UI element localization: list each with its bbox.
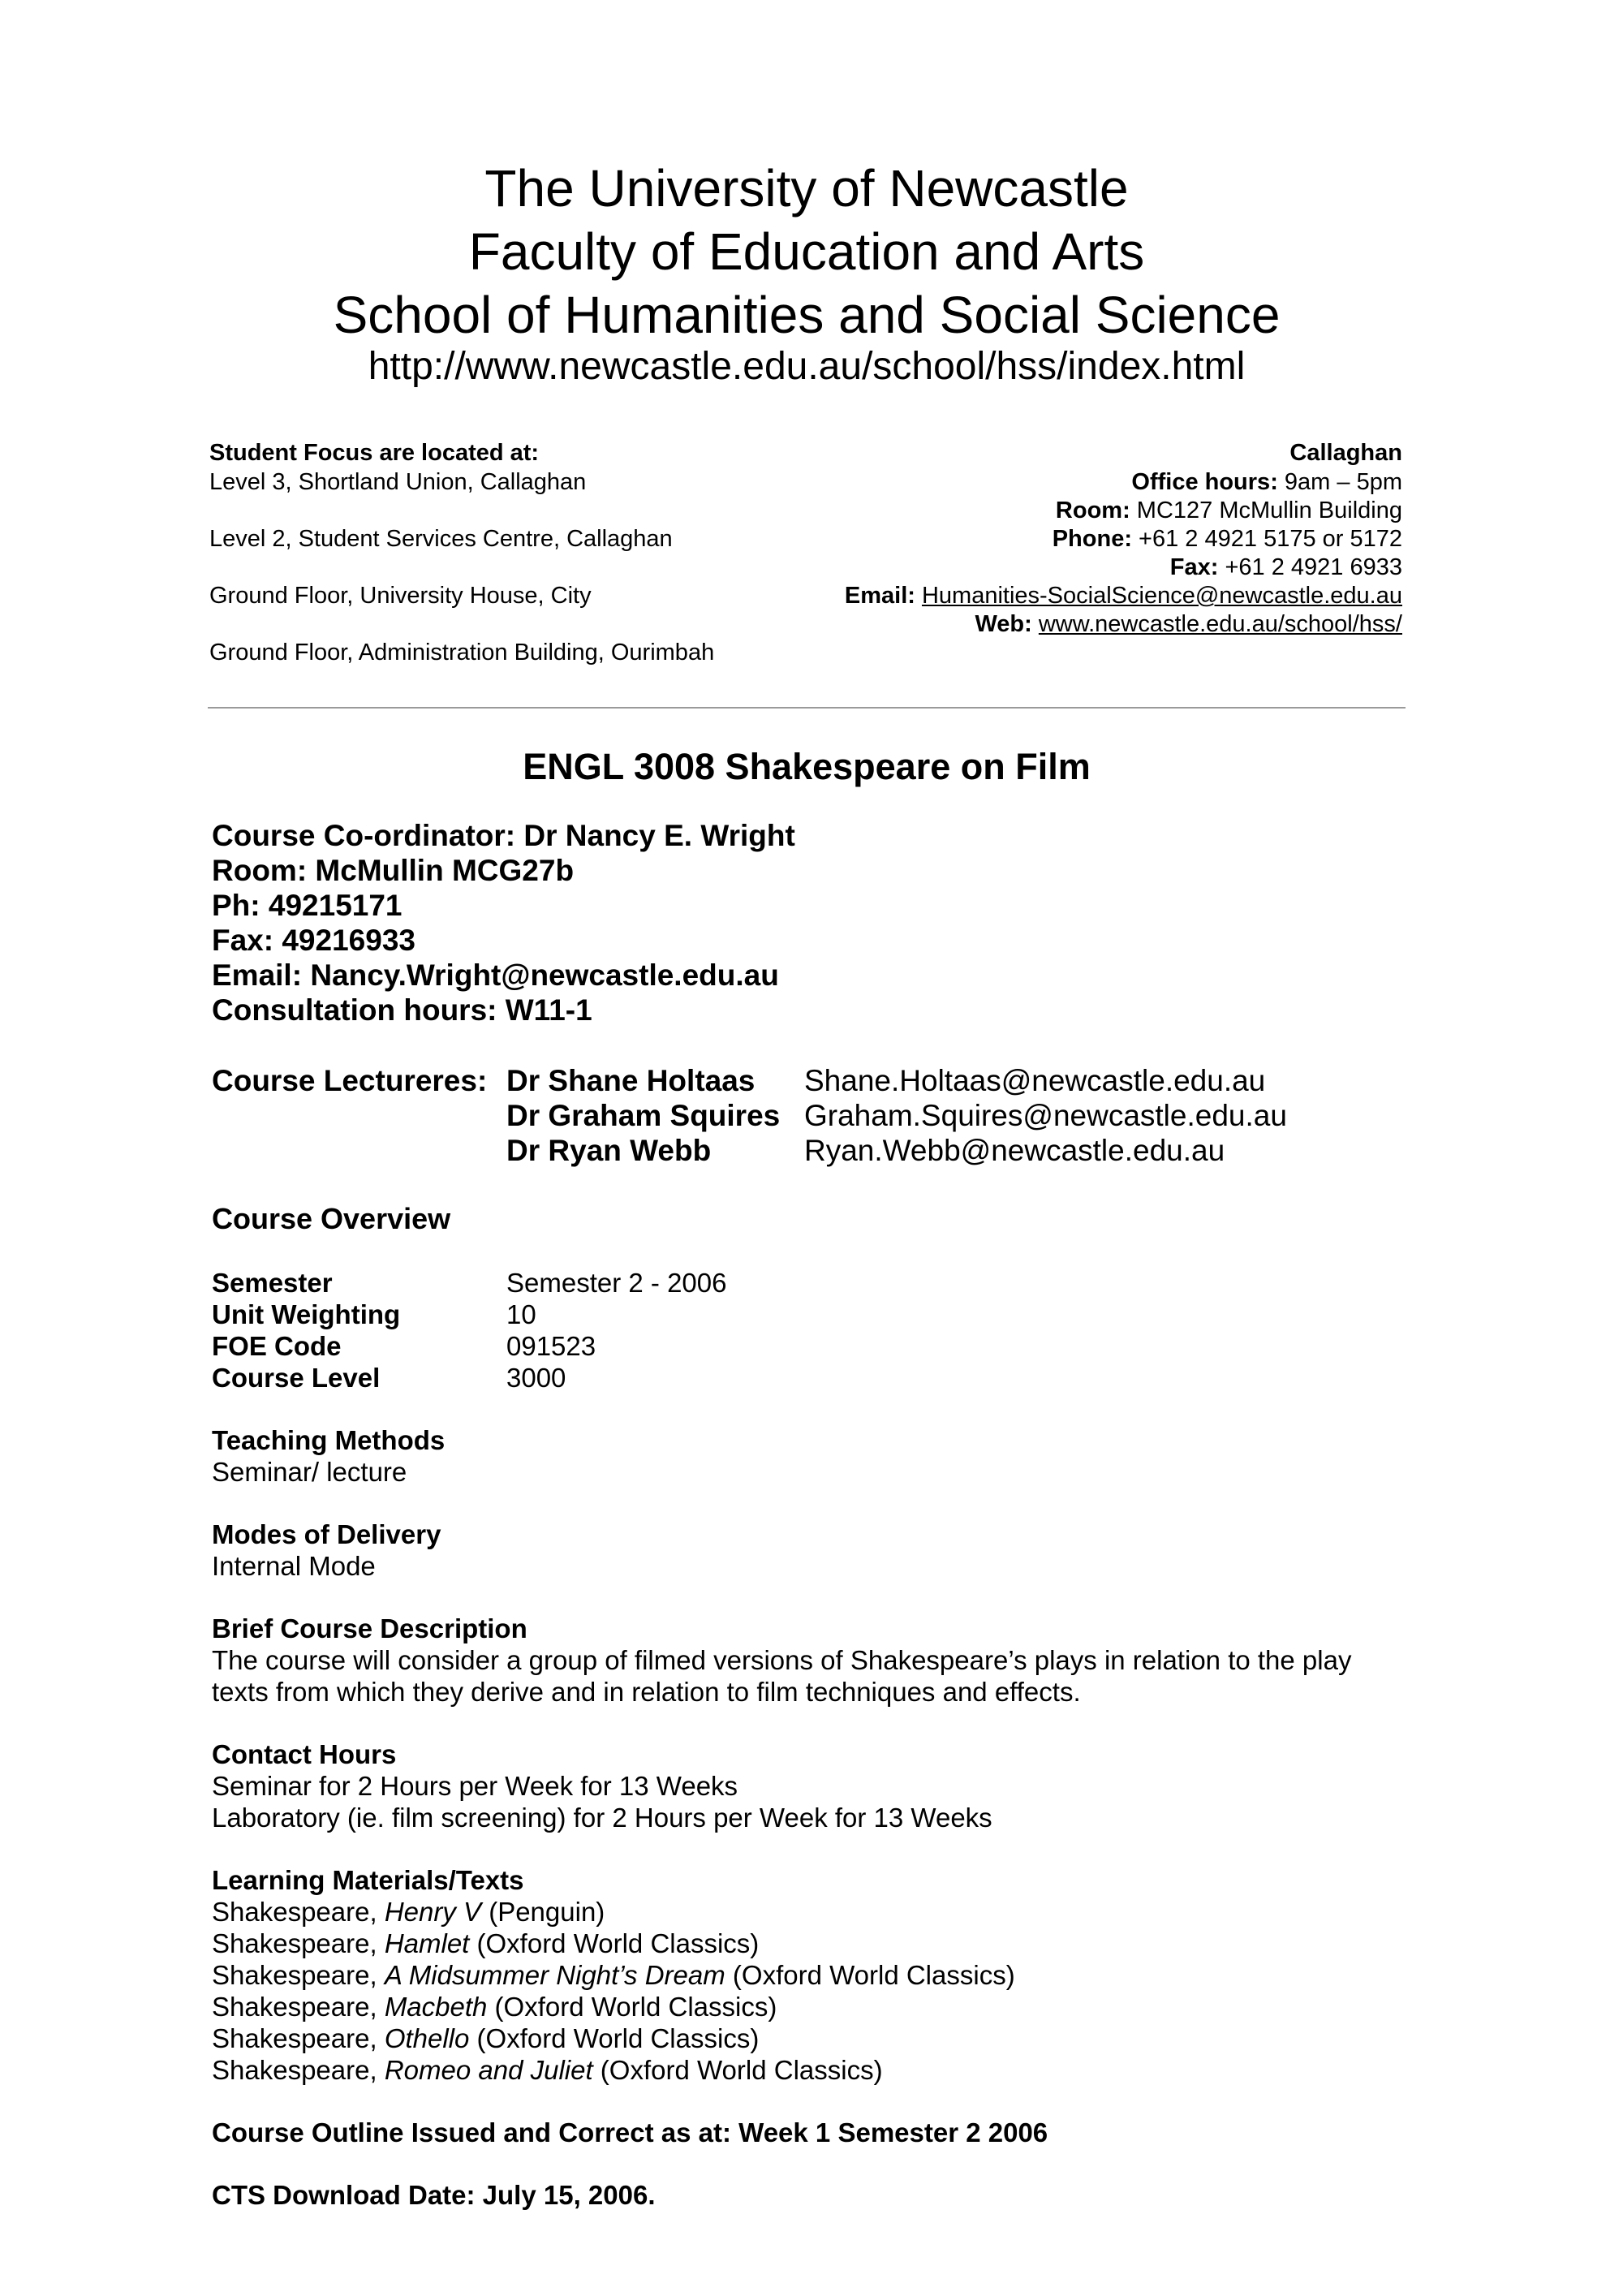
office-hours-value: 9am – 5pm — [1277, 469, 1402, 495]
lecturer-name: Dr Ryan Webb — [506, 1134, 712, 1167]
overview-value: 091523 — [506, 1331, 596, 1361]
teaching-methods-value: Seminar/ lecture — [212, 1457, 407, 1487]
contact-hours-line: Laboratory (ie. film screening) for 2 Hours per Week for 13 Weeks — [212, 1803, 992, 1833]
material-item — [212, 1896, 605, 1928]
description-text: texts from which they derive and in relation to film techniques and effects. — [212, 1677, 1081, 1707]
course-title: ENGL 3008 Shakespeare on Film — [523, 746, 1091, 787]
office-campus: Callaghan — [1289, 440, 1402, 466]
material-author: Shakespeare, — [212, 1992, 385, 2022]
office-fax — [1170, 554, 1402, 582]
lecturers-label: Course Lectureres: — [212, 1064, 488, 1097]
material-author: Shakespeare, — [212, 1960, 385, 1990]
material-publisher: (Penguin) — [481, 1897, 605, 1927]
material-author: Shakespeare, — [212, 2055, 385, 2085]
office-fax-value: +61 2 4921 6933 — [1218, 554, 1402, 580]
focus-location: Level 3, Shortland Union, Callaghan — [209, 469, 587, 495]
school-url[interactable]: http://www.newcastle.edu.au/school/hss/index.html — [368, 345, 1246, 388]
lecturer-email: Graham.Squires@newcastle.edu.au — [804, 1099, 1287, 1132]
office-hours — [1131, 468, 1402, 497]
material-publisher: (Oxford World Classics) — [487, 1992, 777, 2022]
material-publisher: (Oxford World Classics) — [725, 1960, 1015, 1990]
divider — [208, 707, 1406, 709]
office-email-label: Email: — [844, 583, 915, 609]
office-phone — [1053, 525, 1402, 554]
material-author: Shakespeare, — [212, 1897, 385, 1927]
coordinator-email: Email: Nancy.Wright@newcastle.edu.au — [212, 958, 779, 992]
coordinator-room: Room: McMullin MCG27b — [212, 854, 575, 887]
description-heading: Brief Course Description — [212, 1613, 527, 1643]
office-room — [1056, 497, 1402, 525]
material-publisher: (Oxford World Classics) — [469, 1928, 760, 1958]
office-fax-label: Fax: — [1169, 554, 1219, 580]
materials-heading: Learning Materials/Texts — [212, 1865, 524, 1895]
overview-label: Course Level — [212, 1363, 381, 1393]
course-overview-heading: Course Overview — [212, 1202, 451, 1235]
office-email — [845, 582, 1402, 610]
delivery-value: Internal Mode — [212, 1551, 376, 1581]
material-publisher: (Oxford World Classics) — [592, 2055, 883, 2085]
overview-label: Semester — [212, 1268, 333, 1298]
overview-value: 10 — [506, 1299, 536, 1329]
focus-location: Ground Floor, Administration Building, Ourimbah — [209, 640, 715, 666]
overview-label: Unit Weighting — [212, 1299, 401, 1329]
office-room-value: MC127 McMullin Building — [1130, 498, 1402, 523]
consultation-hours: Consultation hours: W11-1 — [212, 993, 592, 1027]
material-item — [212, 1959, 1015, 1991]
teaching-methods-heading: Teaching Methods — [212, 1425, 446, 1455]
office-room-label: Room: — [1055, 498, 1130, 523]
material-item — [212, 2054, 883, 2086]
cts-download-date: CTS Download Date: July 15, 2006. — [212, 2180, 656, 2210]
focus-location: Ground Floor, University House, City — [209, 583, 592, 609]
coordinator-phone: Ph: 49215171 — [212, 889, 403, 922]
material-author: Shakespeare, — [212, 1928, 385, 1958]
material-title: Macbeth — [384, 1992, 488, 2022]
material-publisher: (Oxford World Classics) — [469, 2023, 760, 2053]
material-title: Hamlet — [384, 1928, 470, 1958]
contact-hours-line: Seminar for 2 Hours per Week for 13 Weeks — [212, 1771, 738, 1801]
overview-value: Semester 2 - 2006 — [506, 1268, 727, 1298]
faculty-name: Faculty of Education and Arts — [468, 222, 1145, 281]
office-phone-label: Phone: — [1052, 526, 1132, 552]
material-item — [212, 1928, 759, 1959]
office-email-link[interactable]: Humanities-SocialScience@newcastle.edu.au — [921, 583, 1402, 609]
office-web-link[interactable]: www.newcastle.edu.au/school/hss/ — [1038, 611, 1402, 637]
material-title: Henry V — [384, 1897, 482, 1927]
office-hours-label: Office hours: — [1131, 469, 1278, 495]
material-author: Shakespeare, — [212, 2023, 385, 2053]
office-web — [975, 610, 1402, 639]
office-phone-value: +61 2 4921 5175 or 5172 — [1132, 526, 1402, 552]
material-item — [212, 1991, 777, 2022]
overview-label: FOE Code — [212, 1331, 342, 1361]
coordinator-fax: Fax: 49216933 — [212, 924, 415, 957]
focus-location: Level 2, Student Services Centre, Callaghan — [209, 526, 673, 552]
student-focus-heading: Student Focus are located at: — [209, 440, 540, 466]
material-title: Othello — [384, 2023, 470, 2053]
lecturer-name: Dr Graham Squires — [506, 1099, 781, 1132]
course-coordinator: Course Co-ordinator: Dr Nancy E. Wright — [212, 819, 795, 852]
outline-issued: Course Outline Issued and Correct as at: Week 1 Semester 2 2006 — [212, 2117, 1048, 2147]
material-item — [212, 2022, 759, 2054]
material-title: A Midsummer Night’s Dream — [384, 1960, 725, 1990]
university-name: The University of Newcastle — [484, 159, 1129, 218]
contact-hours-heading: Contact Hours — [212, 1739, 397, 1769]
lecturer-name: Dr Shane Holtaas — [506, 1064, 756, 1097]
material-title: Romeo and Juliet — [384, 2055, 593, 2085]
delivery-heading: Modes of Delivery — [212, 1519, 441, 1549]
lecturer-email: Ryan.Webb@newcastle.edu.au — [804, 1134, 1225, 1167]
lecturer-email: Shane.Holtaas@newcastle.edu.au — [804, 1064, 1266, 1097]
school-name: School of Humanities and Social Science — [333, 286, 1281, 344]
description-text: The course will consider a group of filmed versions of Shakespeare’s plays in relation to the play — [212, 1645, 1352, 1675]
office-web-label: Web: — [975, 611, 1032, 637]
overview-value: 3000 — [506, 1363, 566, 1393]
